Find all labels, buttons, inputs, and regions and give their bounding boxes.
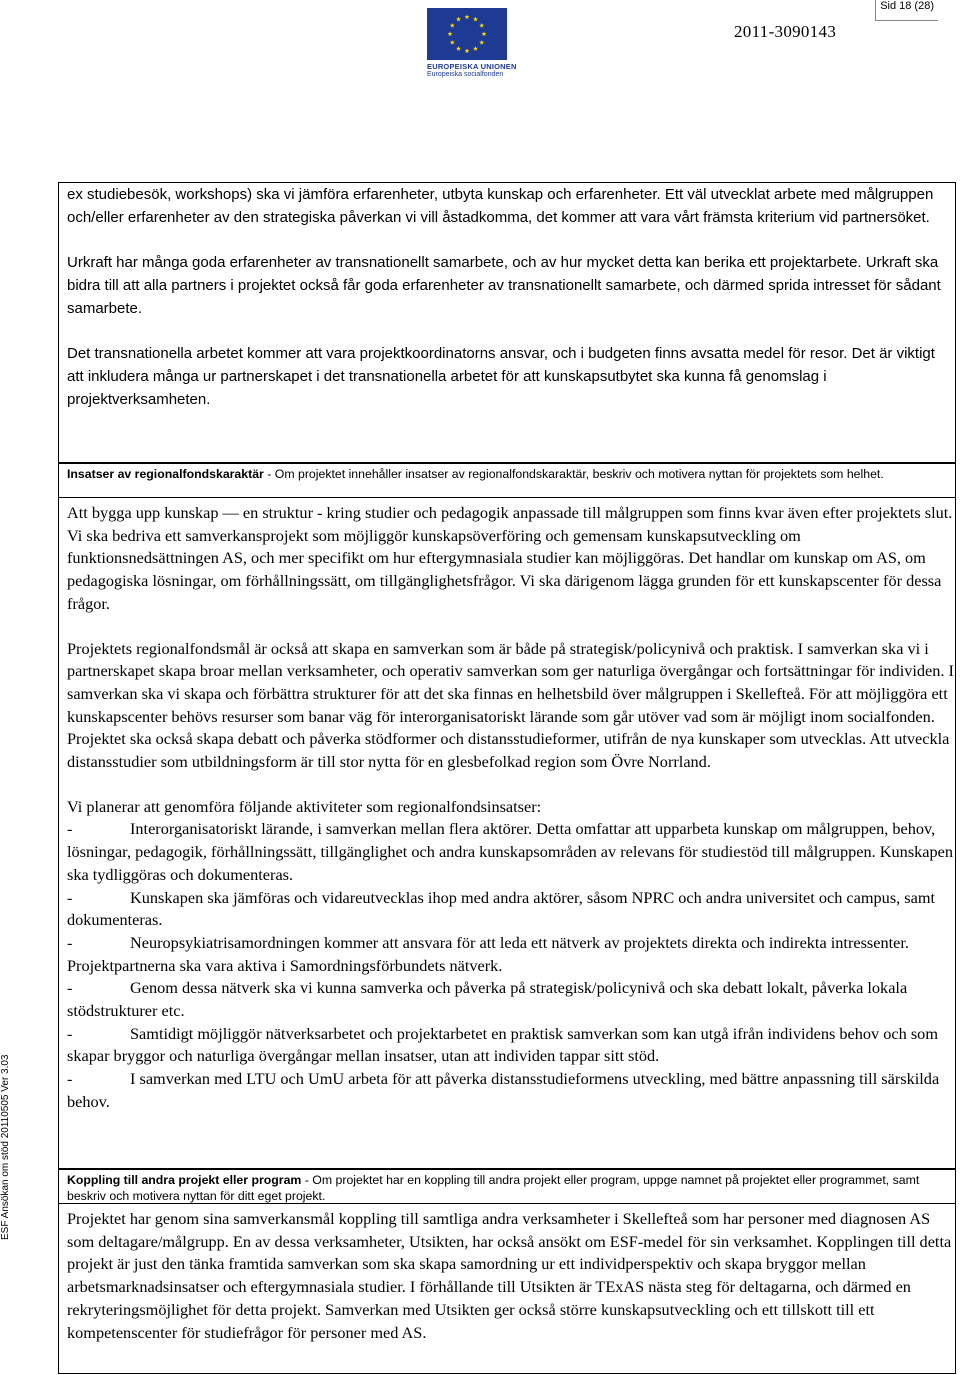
list-item-text: Genom dessa nätverk ska vi kunna samverka och påverka på strategisk/policynivå och ska debatt lokalt, påverka lokala stödstrukturer etc.	[67, 978, 908, 1021]
list-intro: Vi planerar att genomföra följande aktiviteter som regionalfondsinsatser:	[67, 796, 542, 816]
paragraph: Projektets regionalfondsmål är också att skapa en samverkan som är både på strategisk/policynivå och praktisk. I samverkan ska vi i partnerskapet skapa broar mellan verksamheter, och operativ samverkan som ger naturliga övergångar och fortsättningar för individen. I samverkan ska vi skapa och förbättra strukturer för att det ska finnas en helhetsbild över målgruppen i Skellefteå. För att möjliggöra ett kunskapscenter behövs resurser som banar väg för interorganisatoriskt lärande som går utöver vad som är möjligt inom socialfonden. Projektet ska också skapa debatt och påverka stödformer och distansstudieformer, utifrån de nya kunskaper som utvecklas. Att utveckla distansstudier som utbildningsform är till stor nytta för en glesbefolkad region som Övre Norrland.	[67, 638, 954, 772]
list-item	[67, 932, 955, 977]
diarie-number: 2011-3090143	[734, 22, 837, 41]
paragraph: ex studiebesök, workshops) ska vi jämföra erfarenheter, utbyta kunskap och erfarenheter. Ett väl utvecklat arbete med målgruppen och/eller erfarenheter av den strategiska påverkan vi vill åstadkomma, det kommer att vara vårt främsta kriterium vid partnersöket.	[67, 186, 934, 226]
section-heading-title: Koppling till andra projekt eller program	[67, 1173, 302, 1187]
list-dash: -	[67, 887, 73, 907]
list-item	[67, 887, 955, 932]
list-dash: -	[67, 1069, 73, 1089]
page-number: Sid 18 (28)	[875, 0, 938, 21]
eu-flag-icon	[427, 8, 507, 60]
list-dash: -	[67, 932, 73, 952]
paragraph: Det transnationella arbetet kommer att vara projektkoordinatorns ansvar, och i budgeten finns avsatta medel för resor. Det är viktigt att inkludera många ur partnerskapet i det transnationella arbetet för att kunskapsutbytet ska kunna få genomslag i projektverksamheten.	[67, 345, 935, 408]
list-item-text: Neuropsykiatrisamordningen kommer att ansvara för att leda ett nätverk av projektets direkta och indirekta intressenter. Projektpartnerna ska vara aktiva i Samordningsförbundets nätverk.	[67, 932, 909, 975]
list-item	[67, 977, 955, 1022]
eu-logo	[427, 8, 517, 78]
section-heading-title: Insatser av regionalfondskaraktär	[67, 467, 264, 481]
transnational-section	[58, 182, 956, 463]
activity-list	[67, 818, 955, 1113]
list-dash: -	[67, 1023, 73, 1043]
section-heading-description: - Om projektet innehåller insatser av regionalfondskaraktär, beskriv och motivera nyttan för projektets som helhet.	[263, 467, 884, 481]
list-item-text: Kunskapen ska jämföras och vidareutvecklas ihop med andra aktörer, såsom NPRC och andra universitet och campus, samt dokumenteras.	[67, 887, 936, 930]
list-dash: -	[67, 978, 73, 998]
section-heading-description: - Om projektet har en koppling till andra projekt eller program, uppge namnet på projektet eller programmet, samt beskriv och motivera nyttan för ditt eget projekt.	[67, 1173, 920, 1203]
list-item-text: Interorganisatoriskt lärande, i samverkan mellan flera aktörer. Detta omfattar att upparbeta kunskap om målgruppen, behov, lösningar, pedagogik, förhållningssätt, tillgänglighet och andra kunskapsområden av relevans för studiestöd till målgruppen. Kunskapen ska tydliggöras och dokumenteras.	[67, 819, 954, 884]
list-dash: -	[67, 819, 73, 839]
list-item	[67, 1068, 955, 1113]
paragraph: Urkraft har många goda erfarenheter av transnationellt samarbete, och av hur mycket detta kan berika ett projektarbete. Urkraft ska bidra till att alla partners i projektet också får goda erfarenheter av transnationellt samarbete, och därmed sprida intresset för sådant samarbete.	[67, 254, 941, 317]
list-item-text: Samtidigt möjliggör nätverksarbetet och projektarbetet en praktisk samverkan som kan utgå ifrån individens behov och som skapar bryggor och naturliga övergångar mellan insatser, utan att individen tappar sitt stöd.	[67, 1023, 938, 1066]
paragraph: Projektet har genom sina samverkansmål koppling till samtliga andra verksamheter i Skellefteå som har personer med diagnosen AS som deltagare/målgrupp. En av dessa verksamheter, Utsikten, har också ansökt om ESF-medel för sin verksamhet. Kopplingen till detta projekt är just den tänka framtida samverkan som ska skapa samordning ur ett individperspektiv och skapa bryggor mellan arbetsmarknadsinsatser och eftergymnasiala studier. I förhållande till Utsikten är TExAS nästa steg för deltagarna, och därmed en rekryteringsmöjlighet för detta projekt. Samverkan med Utsikten ger också större kunskapsutveckling och ett tillskott till ett kompetenscenter för studiefrågor för personer med AS.	[67, 1209, 952, 1342]
paragraph: Att bygga upp kunskap — en struktur - kring studier och pedagogik anpassade till målgruppen som finns kvar även efter projektets slut. Vi ska bedriva ett samverkansprojekt som möjliggör kunskapsöverföring och gemensam kunskapsutveckling om funktionsnedsättningen AS, och mer specifikt om hur eftergymnasiala studier kan möjliggöras. Det handlar om kunskap om AS, om pedagogiska lösningar, om förhållningssätt, om tillgänglighetsfrågor. Vi ska därigenom lägga grunden för ett kunskapscenter för dessa frågor.	[67, 503, 953, 613]
list-item	[67, 1023, 955, 1068]
regional-fund-section	[58, 463, 956, 1169]
form-version-text: ESF Ansökan om stöd 20110505 Ver 3.03	[0, 1054, 11, 1240]
list-item-text: I samverkan med LTU och UmU arbeta för att påverka distansstudieformens utveckling, med bättre anpassning till särskilda behov.	[67, 1069, 940, 1111]
section-heading	[59, 1170, 955, 1204]
logo-line-1: EUROPEISKA UNIONEN	[427, 62, 517, 71]
logo-line-2: Europeiska socialfonden	[427, 71, 504, 78]
list-item	[67, 818, 955, 886]
section-heading	[59, 464, 955, 498]
related-projects-section	[58, 1169, 956, 1374]
